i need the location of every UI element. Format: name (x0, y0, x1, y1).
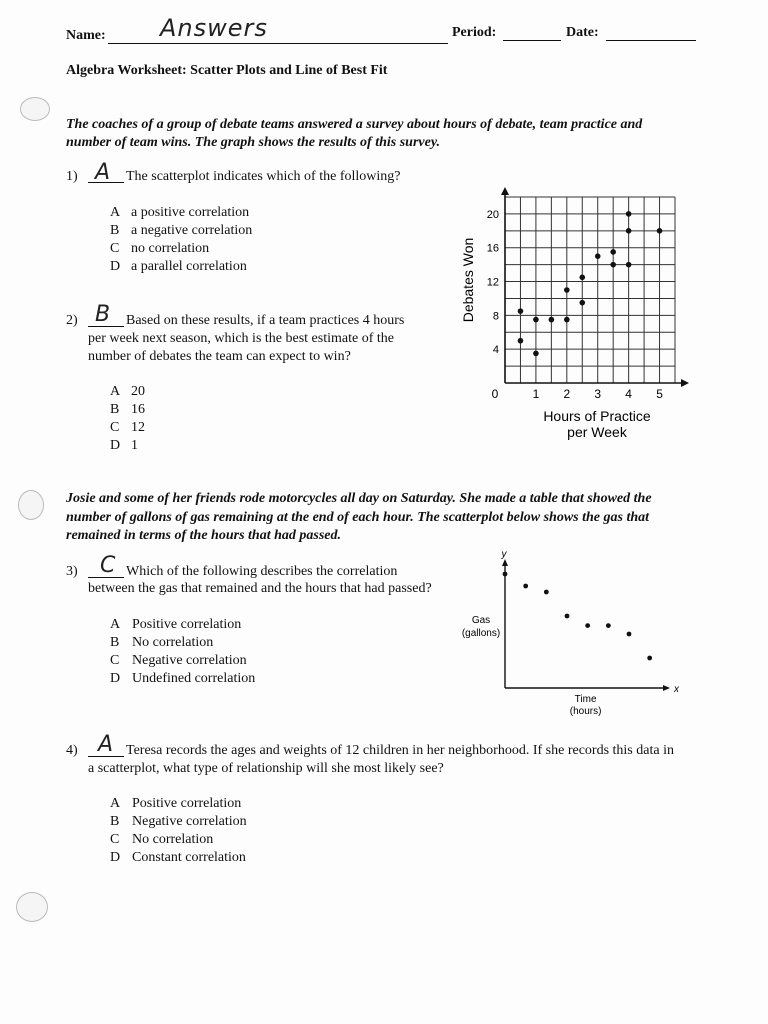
y-axis-letter: y (501, 550, 507, 560)
q3-answer: C (100, 553, 117, 578)
q2-option-b: B 16 (110, 402, 145, 417)
data-point (610, 249, 616, 255)
q3-options (110, 616, 255, 688)
q2-number: 2) (66, 313, 78, 328)
gas-scatter-chart (455, 550, 695, 720)
y-axis-title-line2: (gallons) (461, 628, 501, 639)
q2-options (110, 383, 145, 455)
q2-line2: per week next season, which is the best estimate of the (88, 331, 394, 346)
data-point (564, 287, 570, 293)
q1-option-c: C no correlation (110, 241, 210, 256)
q4-option-b: B Negative correlation (110, 814, 247, 829)
q2-line3: number of debates the team can expect to win? (88, 349, 351, 364)
q3-option-c: C Negative correlation (110, 653, 247, 668)
q2-line1: Based on these results, if a team practices 4 hours (126, 313, 405, 328)
x-tick-label: 5 (656, 387, 663, 401)
q4-options (110, 795, 247, 867)
q3-line2: between the gas that remained and the hours that had passed? (88, 581, 432, 596)
data-point (544, 590, 549, 595)
x-axis-title-line1: Time (574, 694, 597, 705)
date-label: Date: (566, 25, 599, 40)
q4-option-a: A Positive correlation (110, 796, 242, 811)
data-point (533, 317, 539, 323)
intro2-line3: remained in terms of the hours that had passed. (66, 528, 341, 543)
data-point (626, 228, 632, 234)
q1-number: 1) (66, 169, 78, 184)
q4-option-d: D Constant correlation (110, 850, 246, 865)
intro2-line2: number of gallons of gas remaining at the end of each hour. The scatterplot below shows the gas that (66, 510, 650, 525)
data-point (564, 317, 570, 323)
binder-hole-bottom (16, 892, 48, 922)
q1-option-a: A a positive correlation (110, 205, 250, 220)
binder-hole-middle (18, 490, 44, 520)
period-label: Period: (452, 25, 497, 40)
q1-answer: A (95, 160, 112, 185)
q2-option-a: A 20 (110, 384, 145, 399)
q1-options (110, 204, 252, 276)
data-point (518, 338, 524, 344)
x-axis-arrow (681, 379, 689, 387)
q2-answer: B (95, 302, 112, 327)
debates-scatter-chart (455, 185, 705, 450)
data-point (518, 308, 524, 314)
y-axis-arrow (501, 187, 509, 195)
x-tick-label: 2 (563, 387, 571, 401)
x-tick-label: 1 (532, 387, 540, 401)
q3-option-b: B No correlation (110, 635, 214, 650)
y-tick-label: 12 (486, 276, 499, 289)
data-point (523, 584, 528, 589)
y-tick-label: 4 (492, 344, 499, 357)
data-point (579, 300, 585, 306)
data-point (626, 262, 632, 268)
data-point (647, 656, 652, 661)
data-point (579, 275, 585, 281)
x-axis-title-line2: (hours) (569, 706, 602, 717)
x-axis-arrow (663, 685, 670, 691)
origin-label: 0 (491, 387, 499, 401)
intro2-line1: Josie and some of her friends rode motorcycles all day on Saturday. She made a table that showed the (66, 491, 652, 506)
data-point (585, 623, 590, 628)
q2-option-d: D 1 (110, 438, 138, 453)
y-axis-title: Debates Won (460, 237, 476, 323)
data-point (533, 351, 539, 357)
q3-option-a: A Positive correlation (110, 617, 242, 632)
y-tick-label: 20 (486, 208, 499, 221)
q1-text: The scatterplot indicates which of the following? (126, 169, 401, 184)
x-axis-letter: x (674, 684, 679, 695)
x-tick-label: 4 (625, 387, 632, 401)
q1-option-d: D a parallel correlation (110, 259, 247, 274)
q3-option-d: D Undefined correlation (110, 671, 256, 686)
q4-line1: Teresa records the ages and weights of 12 children in her neighborhood. If she records this data in (126, 743, 674, 758)
name-label: Name: (66, 28, 106, 43)
data-point (549, 317, 555, 323)
data-point (606, 623, 611, 628)
x-axis-title-line2: per Week (567, 424, 627, 440)
q3-number: 3) (66, 564, 78, 579)
binder-hole-top (20, 97, 50, 121)
x-tick-label: 3 (594, 387, 602, 401)
q4-number: 4) (66, 743, 78, 758)
x-axis-title-line1: Hours of Practice (543, 408, 651, 424)
period-line (503, 24, 561, 41)
y-tick-label: 16 (486, 242, 499, 255)
q1-option-b: B a negative correlation (110, 223, 253, 238)
data-point (626, 211, 632, 217)
date-line (606, 24, 696, 41)
data-point (610, 262, 616, 268)
q2-option-c: C 12 (110, 420, 145, 435)
intro1-line2: number of team wins. The graph shows the results of this survey. (66, 135, 441, 150)
intro1-line1: The coaches of a group of debate teams answered a survey about hours of debate, team practice and (66, 117, 643, 132)
q4-option-c: C No correlation (110, 832, 214, 847)
y-tick-label: 8 (492, 310, 499, 323)
name-answer: Answers (160, 14, 268, 42)
data-point (565, 614, 570, 619)
q4-line2: a scatterplot, what type of relationship will she most likely see? (88, 761, 444, 776)
name-line (108, 27, 448, 44)
q4-answer: A (98, 732, 115, 757)
page-title: Algebra Worksheet: Scatter Plots and Line of Best Fit (66, 63, 388, 78)
data-point (627, 632, 632, 637)
q3-line1: Which of the following describes the correlation (126, 564, 398, 579)
data-point (595, 253, 601, 259)
data-point (503, 572, 508, 577)
y-axis-title-line1: Gas (471, 615, 491, 626)
y-axis-arrow (502, 559, 508, 566)
data-point (657, 228, 663, 234)
